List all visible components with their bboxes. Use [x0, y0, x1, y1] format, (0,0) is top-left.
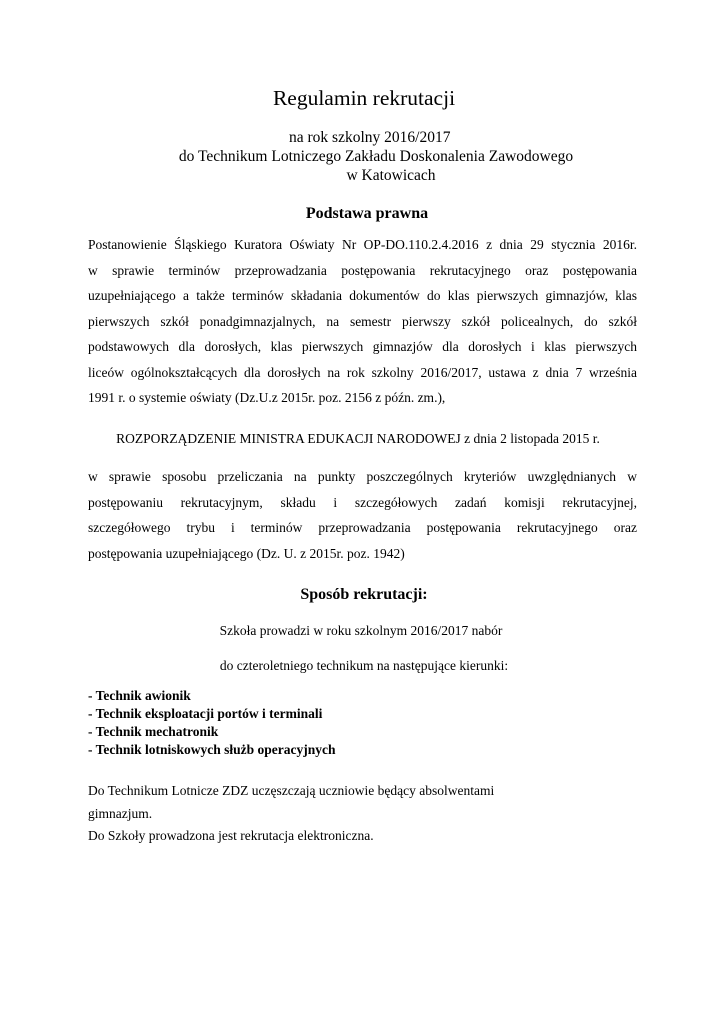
closing-line: Do Technikum Lotnicze ZDZ uczęszczają uczniowie będący absolwentami	[88, 783, 495, 798]
legal-paragraph-decision	[88, 232, 637, 411]
document-title: Regulamin rekrutacji	[272, 86, 456, 110]
paragraph-line: liceów ogólnokształcących dla dorosłych na rok szkolny 2016/2017, ustawa z dnia 7 września	[88, 364, 637, 380]
subtitle-line-school-name: do Technikum Lotniczego Zakładu Doskonalenia Zawodowego	[178, 148, 574, 165]
paragraph-line: 1991 r. o systemie oświaty (Dz.U.z 2015r. poz. 2156 z późn. zm.),	[88, 390, 446, 405]
paragraph-line: szczegółowego trybu i terminów przeprowadzania postępowania rekrutacyjnego oraz	[88, 520, 637, 535]
closing-line: gimnazjum.	[88, 805, 153, 821]
list-item-program: - Technik eksploatacji portów i terminali	[88, 706, 323, 721]
paragraph-line: podstawowych dla dorosłych, klas pierwszych gimnazjów dla dorosłych i klas pierwszych	[88, 339, 637, 354]
list-item-program: - Technik mechatronik	[88, 724, 219, 739]
paragraph-line: w sprawie terminów przeprowadzania postępowania rekrutacyjnego oraz postępowania	[88, 262, 637, 278]
heading-recruitment-method: Sposób rekrutacji:	[300, 586, 428, 603]
programs-list	[88, 687, 336, 759]
closing-line: Do Szkoły prowadzona jest rekrutacja elektroniczna.	[88, 828, 374, 843]
subtitle-line-city: w Katowicach	[346, 167, 436, 184]
list-item-program: - Technik awionik	[88, 688, 191, 703]
list-item-program: - Technik lotniskowych służb operacyjnych	[88, 742, 336, 757]
paragraph-line: postępowaniu rekrutacyjnym, składu i szczegółowych zadań komisji rekrutacyjnej,	[88, 494, 637, 510]
legal-paragraph-regulation	[88, 464, 637, 566]
recruitment-programs-intro: do czteroletniego technikum na następujące kierunki:	[219, 658, 509, 673]
subtitle-line-school-year: na rok szkolny 2016/2017	[289, 129, 451, 146]
paragraph-line: Postanowienie Śląskiego Kuratora Oświaty Nr OP-DO.110.2.4.2016 z dnia 29 stycznia 2016r.	[88, 237, 637, 252]
paragraph-line: pierwszych szkół ponadgimnazjalnych, na semestr pierwszy szkół policealnych, do szkół	[88, 313, 637, 329]
paragraph-line: postępowania uzupełniającego (Dz. U. z 2015r. poz. 1942)	[88, 545, 405, 561]
recruitment-intro-line: Szkoła prowadzi w roku szkolnym 2016/2017 nabór	[219, 623, 503, 638]
regulation-title: ROZPORZĄDZENIE MINISTRA EDUKACJI NARODOWEJ z dnia 2 listopada 2015 r.	[116, 431, 600, 446]
paragraph-line: uzupełniającego a także terminów składania dokumentów do klas pierwszych gimnazjów, klas	[88, 288, 637, 303]
paragraph-line: w sprawie sposobu przeliczania na punkty poszczególnych kryteriów uwzględnianych w	[88, 469, 637, 484]
closing-notes	[88, 780, 494, 848]
heading-legal-basis: Podstawa prawna	[305, 205, 429, 222]
